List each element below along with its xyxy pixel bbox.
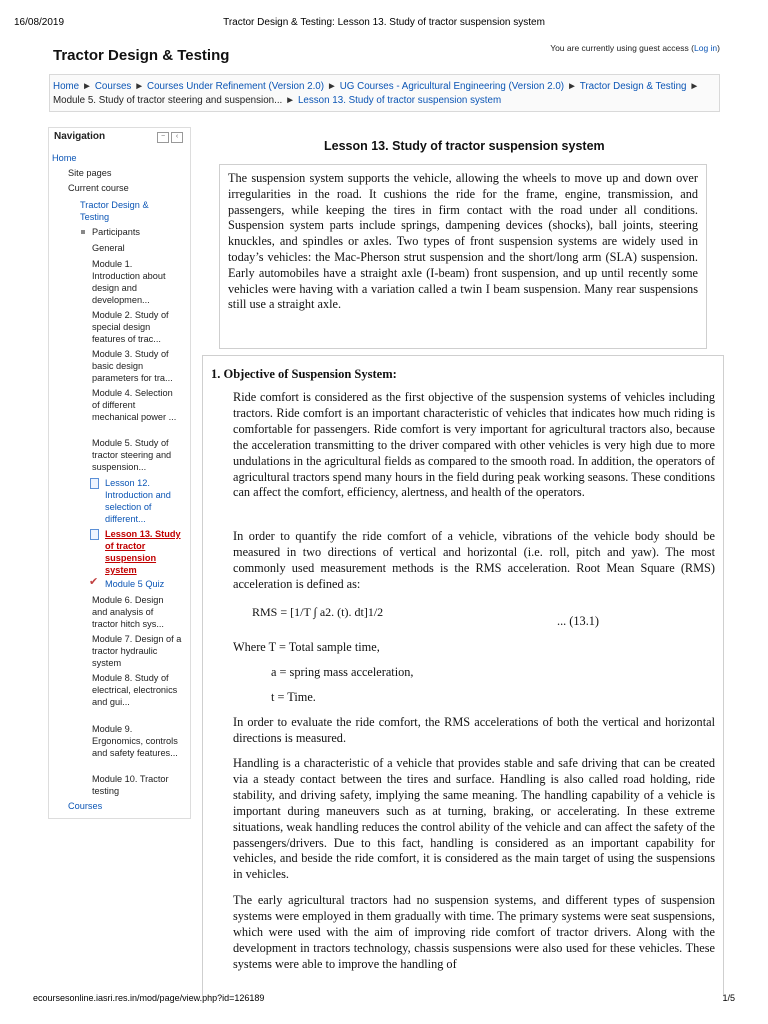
breadcrumb-ug-courses[interactable]: UG Courses - Agricultural Engineering (Version 2.0) [339, 81, 565, 92]
nav-module-9[interactable]: Module 9. Ergonomics, controls and safety features... [92, 724, 178, 758]
nav-courses[interactable]: Courses [68, 801, 103, 811]
nav-home[interactable]: Home [52, 153, 77, 163]
guest-suffix: ) [717, 43, 720, 53]
navigation-title: Navigation [54, 131, 106, 142]
nav-current-course[interactable]: Current course [68, 183, 129, 193]
collapse-icon[interactable]: − [157, 132, 169, 143]
breadcrumb-separator: ► [327, 81, 337, 92]
breadcrumb-separator: ► [285, 95, 295, 106]
nav-module-6[interactable]: Module 6. Design and analysis of tractor hitch sys... [92, 595, 164, 629]
breadcrumb-separator: ► [82, 81, 92, 92]
paragraph-evaluate: In order to evaluate the ride comfort, the RMS accelerations of both the vertical and horizontal directions is measured. [233, 715, 715, 745]
nav-module-7[interactable]: Module 7. Design of a tractor hydraulic system [92, 634, 182, 668]
paragraph-early-tractors: The early agricultural tractors had no suspension systems, and different types of suspension systems were employed in them gradually with time. The primary systems were seat suspensions, which were used with the aim of improving ride comfort of tractor drivers. Along with the development in tractors technology, chassis suspensions were also used for these vehicles. These systems were able to improve the handling of [233, 893, 715, 971]
breadcrumb-courses[interactable]: Courses [94, 81, 132, 92]
nav-module-2[interactable]: Module 2. Study of special design features of trac... [92, 310, 169, 344]
nav-module-5-quiz[interactable]: Module 5 Quiz [105, 579, 165, 589]
breadcrumb-home[interactable]: Home [53, 81, 80, 92]
nav-module-10[interactable]: Module 10. Tractor testing [92, 774, 169, 796]
section-heading: 1. Objective of Suspension System: [211, 367, 397, 381]
paragraph-ride-comfort: Ride comfort is considered as the first objective of the suspension systems of vehicles including tractors. Ride comfort is an important characteristic of vehicles that indicates how much riding is comfortable for passengers. Ride comfort is very important for agricultural tractors also, because the acceleration transmitting to the driver compared with other vehicles is very high due to more undulations in the agricultural fields as compared to the smooth road. In addition, the operators of agricultural tractors spend many hours in the field during peak working seasons. These conditions can affect the comfort, efficiency, alertness, and health of the operators. [233, 390, 715, 500]
paragraph-handling: Handling is a characteristic of a vehicle that provides stable and safe driving that can be created via a steady contact between the tires and surface. Handling is also called road holding, ride stability, and driving safety, implying the same meaning. The handling capability of a vehicle is important during maneuvers such as at turning, braking, or accelerating. In these extreme situations, weak handling reduces the control ability of the vehicle and can affect the safety of the passengers/drivers. Due to this fact, handling is considered as an important capability for vehicles, and beside the ride comfort, it is considered as the main target of using the suspensions in vehicles. [233, 756, 715, 882]
where-time: t = Time. [271, 690, 316, 704]
nav-module-8[interactable]: Module 8. Study of electrical, electronics and gui... [92, 673, 178, 707]
breadcrumb-refinement[interactable]: Courses Under Refinement (Version 2.0) [147, 81, 325, 92]
nav-module-4[interactable]: Module 4. Selection of different mechanical power ... [92, 388, 177, 422]
print-date: 16/08/2019 [14, 17, 65, 28]
guest-prefix: You are currently using guest access ( [550, 43, 694, 53]
nav-lesson-13[interactable]: Lesson 13. Study of tractor suspension system [105, 529, 181, 575]
where-a: a = spring mass acceleration, [271, 665, 414, 679]
breadcrumb-current[interactable]: Lesson 13. Study of tractor suspension system [297, 95, 502, 106]
paragraph-rms: In order to quantify the ride comfort of a vehicle, vibrations of the vehicle body should be measured in two directions of vertical and horizontal (i.e. roll, pitch and yaw). The most commonly used measurement methods is the RMS acceleration. Root Mean Square (RMS) acceleration is defined as: [233, 529, 715, 591]
nav-site-pages[interactable]: Site pages [68, 168, 112, 178]
breadcrumb-separator: ► [689, 81, 700, 92]
site-title[interactable]: Tractor Design & Testing [53, 47, 230, 64]
nav-lesson-12[interactable]: Lesson 12. Introduction and selection of different... [105, 478, 171, 524]
nav-course[interactable]: Tractor Design & Testing [80, 200, 149, 222]
breadcrumb-module[interactable]: Module 5. Study of tractor steering and suspension... [53, 95, 283, 106]
nav-participants[interactable]: Participants [92, 227, 141, 237]
page-icon [90, 529, 99, 540]
breadcrumb [53, 80, 715, 108]
page-icon [90, 478, 99, 489]
nav-module-3[interactable]: Module 3. Study of basic design parameters for tra... [92, 349, 173, 383]
where-t: Where T = Total sample time, [233, 640, 380, 654]
breadcrumb-separator: ► [567, 81, 577, 92]
breadcrumb-separator: ► [134, 81, 145, 92]
formula: RMS = [1/T ∫ a2. (t). dt]1/2 [252, 605, 384, 619]
print-page-number: 1/5 [722, 993, 735, 1003]
dock-icon[interactable]: ‹ [171, 132, 183, 143]
page-title: Lesson 13. Study of tractor suspension system [324, 139, 605, 153]
guest-access-notice [550, 43, 720, 53]
bullet-icon [81, 230, 85, 234]
nav-module-1[interactable]: Module 1. Introduction about design and developmen... [92, 259, 166, 305]
equation-number: ... (13.1) [557, 614, 600, 628]
quiz-icon: ✔ [89, 576, 99, 588]
login-link[interactable]: Log in [693, 43, 718, 53]
nav-general[interactable]: General [92, 243, 125, 253]
print-url: ecoursesonline.iasri.res.in/mod/page/view.php?id=126189 [33, 993, 265, 1003]
nav-module-5[interactable]: Module 5. Study of tractor steering and suspension... [92, 438, 172, 472]
intro-text: The suspension system supports the vehicle, allowing the wheels to move up and down over irregularities in the road. It cushions the ride for the frame, engine, transmission, and passengers, while keeping the tires in firm contact with the road under all conditions. Suspension system parts include springs, dampening devices (shocks), ball joints, steering knuckles, and spindles or axles. Two types of front suspension systems are widely used in today’s vehicles: the Mac-Pherson strut suspension and the short/long arm (SLA) suspension. Early automobiles have a straight axle (I-beam) front suspension, and up until recently some vehicles were having with a variation called a twin I beam suspension. Many rear suspensions still use a straight axle. [228, 171, 698, 312]
breadcrumb-course[interactable]: Tractor Design & Testing [579, 81, 687, 92]
print-title: Tractor Design & Testing: Lesson 13. Study of tractor suspension system [223, 17, 545, 28]
